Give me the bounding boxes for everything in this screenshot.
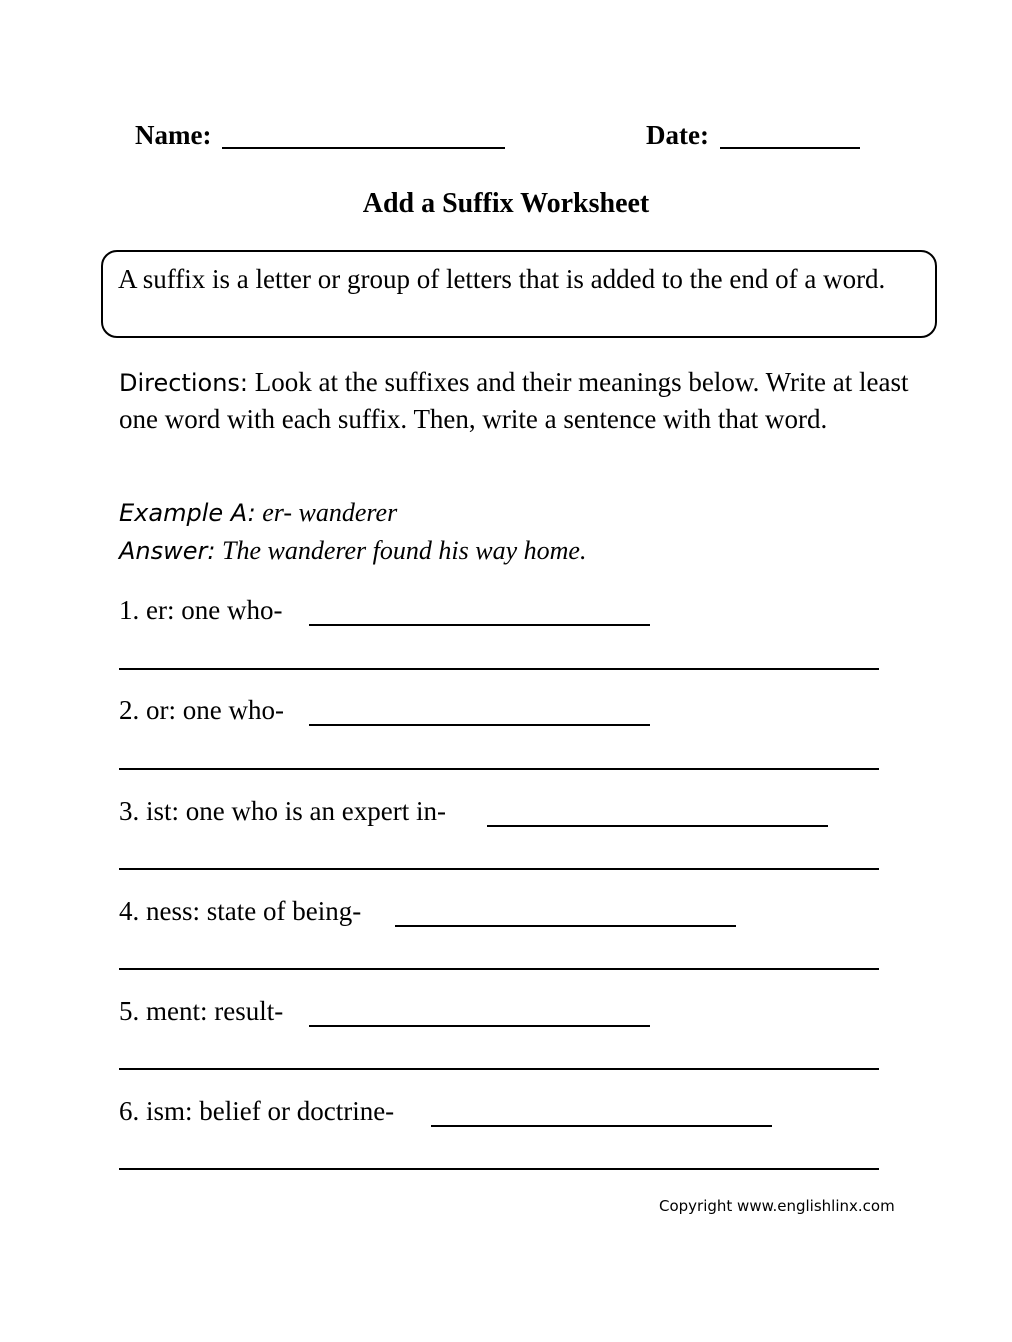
item-4-label: 4. ness: state of being-	[119, 896, 362, 926]
item-2-word-line[interactable]	[309, 724, 650, 726]
directions-label: Directions:	[119, 369, 249, 397]
example-label: Example A:	[119, 499, 256, 527]
worksheet-title: Add a Suffix Worksheet	[362, 188, 650, 219]
name-label: Name:	[135, 120, 212, 150]
date-blank-line[interactable]	[720, 147, 860, 149]
example-text: er- wanderer	[262, 498, 398, 527]
example-line	[119, 496, 397, 530]
item-4-word-line[interactable]	[395, 925, 736, 927]
copyright-text: Copyright www.englishlinx.com	[659, 1197, 895, 1215]
item-4-sentence-line[interactable]	[119, 968, 879, 970]
item-1-label: 1. er: one who-	[119, 595, 283, 625]
item-6-word-line[interactable]	[431, 1125, 772, 1127]
definition-text: A suffix is a letter or group of letters that is added to the end of a word.	[118, 264, 886, 294]
example-answer-line	[119, 534, 586, 568]
date-label: Date:	[646, 120, 709, 150]
item-1-word-line[interactable]	[309, 624, 650, 626]
directions-text: Look at the suffixes and their meanings below. Write at least one word with each suffix. Then, write a sentence with that word.	[119, 367, 909, 434]
item-1-sentence-line[interactable]	[119, 668, 879, 670]
answer-label: Answer:	[119, 537, 216, 565]
answer-text: The wanderer found his way home.	[221, 536, 587, 565]
item-6-label: 6. ism: belief or doctrine-	[119, 1096, 395, 1126]
directions	[119, 364, 919, 437]
item-5-sentence-line[interactable]	[119, 1068, 879, 1070]
item-6-sentence-line[interactable]	[119, 1168, 879, 1170]
item-5-word-line[interactable]	[309, 1025, 650, 1027]
item-3-sentence-line[interactable]	[119, 868, 879, 870]
item-3-label: 3. ist: one who is an expert in-	[119, 796, 446, 826]
name-blank-line[interactable]	[222, 147, 505, 149]
item-5-label: 5. ment: result-	[119, 996, 284, 1026]
item-2-sentence-line[interactable]	[119, 768, 879, 770]
item-3-word-line[interactable]	[487, 825, 828, 827]
item-2-label: 2. or: one who-	[119, 695, 284, 725]
